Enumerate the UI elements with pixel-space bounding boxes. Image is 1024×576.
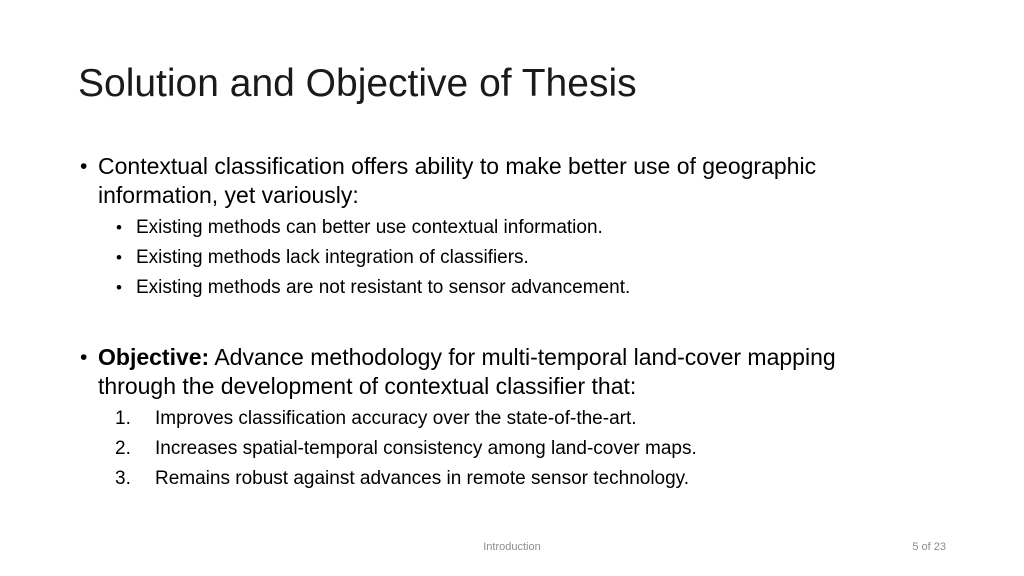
footer-section-label: Introduction — [483, 541, 541, 553]
numbered-list — [78, 404, 908, 494]
item-text: Increases spatial-temporal consistency among land-cover maps. — [155, 438, 697, 459]
item-number: 1. — [115, 408, 131, 429]
numbered-item — [78, 464, 908, 494]
bullet-glyph: • — [116, 218, 122, 237]
sub-bullet-list — [78, 213, 908, 303]
objective-label: Objective: — [98, 344, 210, 370]
sub-bullet-item — [78, 273, 908, 303]
bullet-objective — [78, 343, 908, 401]
sub-bullet-text: Existing methods can better use contextual information. — [136, 217, 603, 238]
item-number: 2. — [115, 438, 131, 459]
bullet-glyph: • — [80, 155, 88, 178]
numbered-item — [78, 434, 908, 464]
item-text: Improves classification accuracy over the state-of-the-art. — [155, 408, 637, 429]
bullet-text: Contextual classification offers ability to make better use of geographic information, yet variously: — [98, 153, 817, 208]
bullet-glyph: • — [80, 346, 88, 369]
sub-bullet-text: Existing methods are not resistant to sensor advancement. — [136, 277, 631, 298]
bullet-contextual-classification — [78, 152, 908, 210]
bullet-glyph: • — [116, 248, 122, 267]
slide-content — [78, 152, 908, 494]
footer-page-number: 5 of 23 — [912, 541, 946, 553]
slide-title: Solution and Objective of Thesis — [78, 62, 637, 105]
numbered-item — [78, 404, 908, 434]
sub-bullet-text: Existing methods lack integration of classifiers. — [136, 247, 529, 268]
bullet-glyph: • — [116, 278, 122, 297]
item-number: 3. — [115, 468, 131, 489]
bullet-text: Advance methodology for multi-temporal land-cover mapping through the development of contextual classifier that: — [98, 344, 836, 399]
sub-bullet-item — [78, 243, 908, 273]
item-text: Remains robust against advances in remote sensor technology. — [155, 468, 690, 489]
sub-bullet-item — [78, 213, 908, 243]
